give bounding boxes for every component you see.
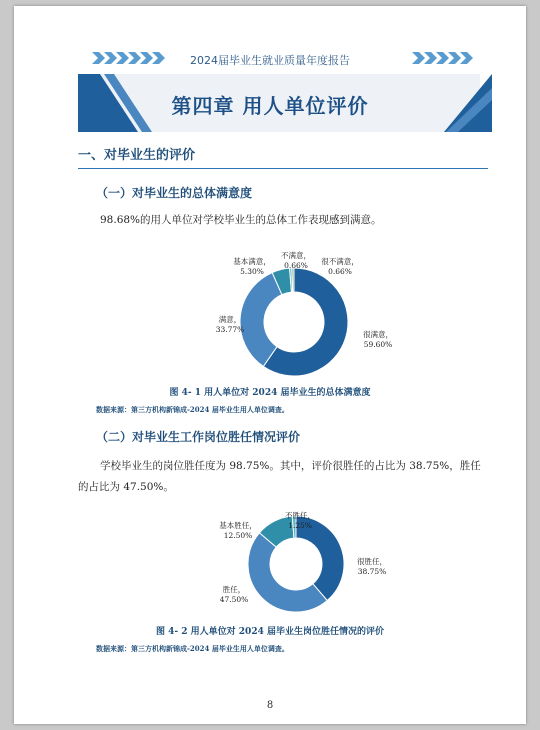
slice-label-3: 基本满意， 5.30%	[233, 257, 271, 276]
satisfaction-donut-chart	[194, 242, 394, 382]
slice-label-2: 满意， 33.77%	[215, 315, 245, 334]
subsection-heading-competence: （二）对毕业生工作岗位胜任情况评价	[96, 430, 301, 444]
section-heading: 一、对毕业生的评价	[78, 148, 196, 163]
data-source-note-2: 数据来源：第三方机构新锦成-2024 届毕业生用人单位调查。	[96, 644, 289, 653]
report-header-title: 2024届毕业生就业质量年度报告	[190, 54, 350, 67]
figure-caption-2: 图 4- 2 用人单位对 2024 届毕业生岗位胜任情况的评价	[156, 627, 384, 637]
slice-label-4: 不胜任， 1.25%	[285, 511, 315, 530]
figure-caption-1: 图 4- 1 用人单位对 2024 届毕业生的总体满意度	[169, 388, 371, 398]
competence-paragraph-line2: 的占比为 47.50%。	[78, 481, 174, 493]
competence-paragraph-line1: 学校毕业生的岗位胜任度为 98.75%。其中，评价很胜任的占比为 38.75%，胜任	[100, 460, 481, 472]
slice-label-2: 胜任， 47.50%	[219, 585, 249, 604]
slice-label-1: 很满意， 59.60%	[363, 330, 393, 349]
section-divider	[78, 168, 488, 169]
page-number: 8	[266, 700, 274, 711]
data-source-note-1: 数据来源：第三方机构新锦成-2024 届毕业生用人单位调查。	[96, 405, 289, 414]
slice-label-3: 基本胜任， 12.50%	[219, 521, 257, 540]
subsection-heading-satisfaction: （一）对毕业生的总体满意度	[96, 186, 253, 200]
slice-label-4: 不满意， 0.66%	[281, 251, 311, 270]
slice-label-5: 很不满意， 0.66%	[321, 257, 359, 276]
competence-donut-chart	[194, 506, 394, 622]
document-page	[14, 6, 526, 724]
chapter-title: 第四章 用人单位评价	[171, 94, 369, 118]
slice-label-1: 很胜任， 38.75%	[357, 557, 387, 576]
satisfaction-paragraph: 98.68%的用人单位对学校毕业生的总体工作表现感到满意。	[100, 214, 382, 226]
